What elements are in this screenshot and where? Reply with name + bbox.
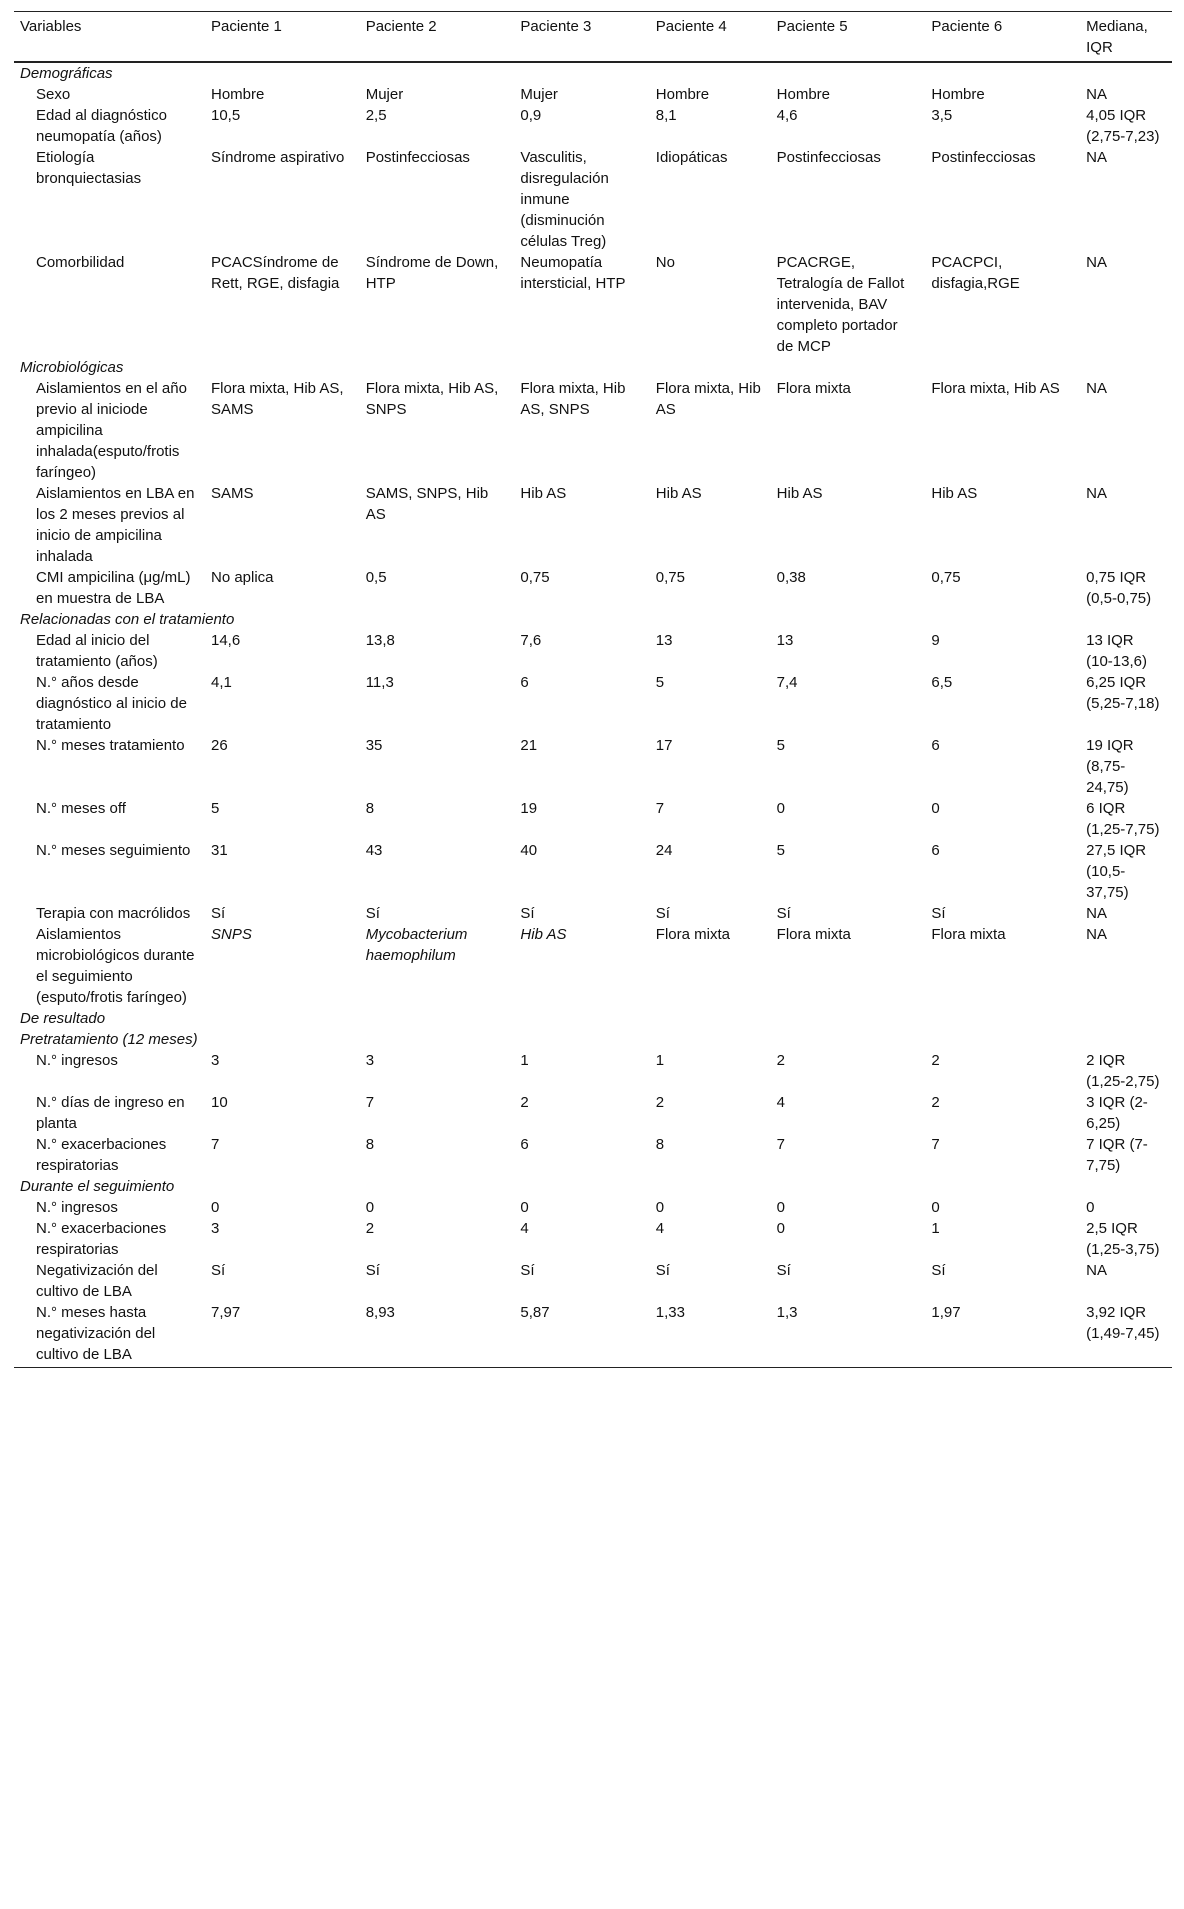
table-cell: 4: [520, 1220, 529, 1237]
section-row: [14, 62, 1172, 84]
table-cell: 0,75: [655, 569, 685, 586]
table-row: [14, 672, 1172, 735]
table-row: [14, 1050, 1172, 1092]
table-cell: 11,3: [365, 674, 394, 691]
table-container: [14, 11, 1172, 1368]
table-cell: 4: [776, 1094, 786, 1111]
table-cell: 8: [365, 800, 375, 817]
table-cell: 7: [210, 1136, 220, 1153]
table-cell: 7: [655, 800, 665, 817]
table-cell: 0: [931, 800, 940, 817]
table-cell: 26: [210, 737, 228, 754]
table-cell: 10: [210, 1094, 228, 1111]
table-cell: 0: [520, 1199, 529, 1216]
variable-label: Etiología bronquiectasias: [36, 149, 142, 187]
variable-label: N.° años desde diagnóstico al inicio de tratamiento: [36, 674, 187, 733]
table-cell: 19: [520, 800, 538, 817]
table-cell: SAMS: [210, 485, 254, 502]
variable-label: N.° meses hasta negativización del cultivo de LBA: [14, 1302, 205, 1368]
table-cell: Sí: [210, 905, 226, 922]
table-cell: 7,97: [205, 1302, 360, 1368]
table-cell: 0,75: [520, 569, 550, 586]
table-cell: 7,4: [776, 674, 798, 691]
table-row: [14, 1218, 1172, 1260]
table-cell: 13: [776, 632, 794, 649]
table-cell: Hib AS: [655, 485, 702, 502]
table-cell: 5: [776, 842, 786, 859]
table-cell: 7,6: [520, 632, 542, 649]
table-cell: 4,05 IQR (2,75-7,23): [1086, 107, 1160, 145]
table-cell: Hombre: [776, 86, 831, 103]
table-cell: Flora mixta, Hib AS: [655, 380, 761, 418]
table-cell: 2: [655, 1094, 665, 1111]
table-cell: Hombre: [210, 86, 265, 103]
table-cell: 6: [520, 1136, 529, 1153]
table-cell: 19 IQR (8,75-24,75): [1086, 737, 1134, 796]
table-cell: Sí: [776, 905, 791, 922]
table-cell: 2: [776, 1052, 786, 1069]
table-cell: 0,5: [365, 569, 387, 586]
table-cell: Flora mixta, Hib AS: [931, 380, 1060, 397]
table-cell: 1: [931, 1220, 940, 1237]
table-cell: 0: [931, 1199, 940, 1216]
column-header: Paciente 5: [771, 12, 926, 63]
section-row: [14, 1029, 1172, 1050]
table-row: [14, 1092, 1172, 1134]
variable-label: N.° exacerbaciones respiratorias: [36, 1136, 167, 1174]
table-cell: 1: [520, 1052, 529, 1069]
table-row: [14, 147, 1172, 252]
table-cell: 2: [520, 1094, 529, 1111]
variable-label: Edad al inicio del tratamiento (años): [36, 632, 158, 670]
table-row: [14, 924, 1172, 1008]
table-cell: Flora mixta: [931, 926, 1006, 943]
table-cell: NA: [1086, 149, 1107, 166]
table-cell: Hombre: [655, 86, 710, 103]
variable-label: Comorbilidad: [36, 254, 125, 271]
table-cell: 8,1: [655, 107, 677, 124]
table-cell: 13,8: [365, 632, 395, 649]
table-cell: Sí: [776, 1262, 791, 1279]
section-title: Relacionadas con el tratamiento: [20, 611, 235, 628]
variable-label: CMI ampicilina (μg/mL) en muestra de LBA: [36, 569, 191, 607]
table-cell: 13 IQR (10-13,6): [1086, 632, 1147, 670]
table-cell: Mujer: [520, 86, 558, 103]
table-cell: 27,5 IQR (10,5-37,75): [1086, 842, 1147, 901]
variable-label: N.° días de ingreso en planta: [36, 1094, 185, 1132]
table-cell: 0: [776, 1220, 786, 1237]
table-cell: 6,5: [931, 674, 953, 691]
variable-label: Edad al diagnóstico neumopatía (años): [36, 107, 167, 145]
table-cell: 8,93: [360, 1302, 515, 1368]
table-cell: Mujer: [365, 86, 404, 103]
table-cell: Sí: [520, 1262, 535, 1279]
table-cell: 2: [365, 1220, 375, 1237]
table-cell: 10,5: [210, 107, 241, 124]
table-cell: NA: [1086, 254, 1107, 271]
table-cell: 5,87: [514, 1302, 649, 1368]
section-title: Pretratamiento (12 meses): [20, 1031, 198, 1048]
table-cell: Idiopáticas: [655, 149, 728, 166]
table-cell: Hib AS: [520, 485, 567, 502]
column-header: Paciente 4: [650, 12, 771, 63]
table-cell: 0: [210, 1199, 220, 1216]
table-cell: Sí: [655, 1262, 670, 1279]
table-cell: Postinfecciosas: [776, 149, 881, 166]
table-row: [14, 903, 1172, 924]
table-cell: SNPS: [210, 926, 252, 943]
table-cell: Sí: [520, 905, 535, 922]
table-cell: 6: [520, 674, 529, 691]
table-row: [14, 378, 1172, 483]
variable-label: Sexo: [36, 86, 71, 103]
table-cell: Sí: [931, 905, 946, 922]
table-row: [14, 735, 1172, 798]
variable-label: N.° ingresos: [36, 1052, 118, 1069]
table-row: [14, 630, 1172, 672]
table-row: [14, 105, 1172, 147]
table-cell: 1,33: [650, 1302, 771, 1368]
table-cell: 5: [655, 674, 665, 691]
table-cell: 43: [365, 842, 383, 859]
table-cell: NA: [1086, 905, 1107, 922]
table-cell: 3: [210, 1220, 220, 1237]
table-cell: 1,3: [771, 1302, 926, 1368]
table-cell: Sí: [365, 1262, 380, 1279]
table-cell: 21: [520, 737, 538, 754]
table-cell: Hib AS: [520, 926, 567, 943]
section-title: Durante el seguimiento: [20, 1178, 175, 1195]
table-cell: 40: [520, 842, 538, 859]
table-cell: NA: [1086, 1262, 1107, 1279]
column-header: Paciente 3: [514, 12, 649, 63]
section-row: [14, 1008, 1172, 1029]
table-cell: 8: [655, 1136, 665, 1153]
table-cell: 0: [776, 1199, 786, 1216]
table-cell: Hib AS: [776, 485, 823, 502]
table-cell: Sí: [365, 905, 380, 922]
patient-data-table: [14, 11, 1172, 1368]
table-cell: Flora mixta: [776, 380, 851, 397]
table-cell: 0,38: [776, 569, 806, 586]
table-cell: 24: [655, 842, 673, 859]
table-row: [14, 567, 1172, 609]
table-cell: 8: [365, 1136, 375, 1153]
table-cell: Mycobacterium haemophilum: [365, 926, 468, 964]
table-row: [14, 84, 1172, 105]
table-row: [14, 1197, 1172, 1218]
table-cell: NA: [1086, 380, 1107, 397]
table-cell: No aplica: [210, 569, 274, 586]
variable-label: N.° exacerbaciones respiratorias: [36, 1220, 167, 1258]
table-cell: 3: [365, 1052, 375, 1069]
table-cell: 13: [655, 632, 673, 649]
column-header: Paciente 6: [925, 12, 1080, 63]
table-cell: 6,25 IQR (5,25-7,18): [1086, 674, 1160, 712]
table-cell: 31: [210, 842, 228, 859]
table-cell: Flora mixta, Hib AS, SAMS: [210, 380, 344, 418]
table-cell: 1: [655, 1052, 665, 1069]
section-title: Microbiológicas: [20, 359, 124, 376]
table-cell: NA: [1086, 485, 1107, 502]
table-cell: Neumopatía intersticial, HTP: [520, 254, 626, 292]
table-cell: SAMS, SNPS, Hib AS: [365, 485, 489, 523]
table-cell: 3: [210, 1052, 220, 1069]
table-body: [14, 62, 1172, 1368]
table-cell: 0: [776, 800, 786, 817]
variable-label: N.° meses tratamiento: [36, 737, 185, 754]
table-row: [14, 1260, 1172, 1302]
variable-label: N.° meses seguimiento: [36, 842, 191, 859]
section-row: [14, 357, 1172, 378]
variable-label: Terapia con macrólidos: [36, 905, 191, 922]
table-cell: Postinfecciosas: [365, 149, 470, 166]
section-row: [14, 609, 1172, 630]
table-cell: 0: [365, 1199, 375, 1216]
section-row: [14, 1176, 1172, 1197]
column-header: Paciente 2: [360, 12, 515, 63]
table-cell: 7: [931, 1136, 940, 1153]
table-cell: Sí: [655, 905, 670, 922]
table-row: [14, 840, 1172, 903]
column-header: Paciente 1: [205, 12, 360, 63]
table-cell: 0,75: [931, 569, 961, 586]
table-cell: 0: [655, 1199, 665, 1216]
table-cell: 4: [655, 1220, 665, 1237]
variable-label: Aislamientos microbiológicos durante el seguimiento (esputo/frotis faríngeo): [36, 926, 195, 1006]
table-cell: Flora mixta: [655, 926, 730, 943]
table-cell: 5: [776, 737, 786, 754]
table-cell: 6: [931, 737, 940, 754]
table-cell: 3,92 IQR (1,49-7,45): [1080, 1302, 1172, 1368]
table-row: [14, 798, 1172, 840]
table-cell: 7: [365, 1094, 375, 1111]
table-cell: Sí: [210, 1262, 226, 1279]
table-cell: 35: [365, 737, 383, 754]
table-cell: 2,5 IQR (1,25-3,75): [1086, 1220, 1160, 1258]
table-cell: PCACPCI, disfagia,RGE: [931, 254, 1020, 292]
section-title: Demográficas: [20, 65, 113, 82]
table-cell: Flora mixta, Hib AS, SNPS: [365, 380, 499, 418]
variable-label: Aislamientos en el año previo al iniciode ampicilina inhalada(esputo/frotis faríngeo): [36, 380, 187, 481]
table-row: [14, 1134, 1172, 1176]
table-cell: 3,5: [931, 107, 953, 124]
column-header: Variables: [14, 12, 205, 63]
table-row: [14, 1302, 1172, 1368]
table-cell: 4,6: [776, 107, 798, 124]
table-cell: 2,5: [365, 107, 387, 124]
table-cell: Sí: [931, 1262, 946, 1279]
table-row: [14, 483, 1172, 567]
table-cell: Postinfecciosas: [931, 149, 1036, 166]
table-cell: 4,1: [210, 674, 232, 691]
table-header-row: [14, 12, 1172, 63]
table-cell: 5: [210, 800, 220, 817]
table-cell: 0: [1086, 1199, 1095, 1216]
table-cell: Vasculitis, disregulación inmune (disminución células Treg): [520, 149, 609, 250]
table-cell: Flora mixta, Hib AS, SNPS: [520, 380, 626, 418]
table-cell: 6 IQR (1,25-7,75): [1086, 800, 1160, 838]
table-cell: Flora mixta: [776, 926, 851, 943]
table-cell: Hib AS: [931, 485, 978, 502]
table-cell: 0,9: [520, 107, 542, 124]
table-cell: 0,75 IQR (0,5-0,75): [1086, 569, 1152, 607]
table-cell: 3 IQR (2-6,25): [1086, 1094, 1148, 1132]
table-cell: 1,97: [925, 1302, 1080, 1368]
table-cell: 2: [931, 1052, 940, 1069]
table-cell: NA: [1086, 926, 1107, 943]
table-cell: NA: [1086, 86, 1107, 103]
section-title: De resultado: [20, 1010, 106, 1027]
column-header: Mediana, IQR: [1080, 12, 1172, 63]
table-cell: PCACRGE, Tetralogía de Fallot intervenida, BAV completo portador de MCP: [776, 254, 905, 355]
variable-label: N.° meses off: [36, 800, 126, 817]
table-cell: 17: [655, 737, 673, 754]
table-cell: 2: [931, 1094, 940, 1111]
table-cell: 14,6: [210, 632, 241, 649]
table-cell: PCACSíndrome de Rett, RGE, disfagia: [210, 254, 340, 292]
table-cell: Síndrome aspirativo: [210, 149, 345, 166]
variable-label: Negativización del cultivo de LBA: [36, 1262, 158, 1300]
variable-label: N.° ingresos: [36, 1199, 118, 1216]
table-cell: 6: [931, 842, 940, 859]
table-row: [14, 252, 1172, 357]
table-cell: 7 IQR (7-7,75): [1086, 1136, 1148, 1174]
variable-label: Aislamientos en LBA en los 2 meses previos al inicio de ampicilina inhalada: [36, 485, 195, 565]
table-cell: 7: [776, 1136, 786, 1153]
table-cell: 9: [931, 632, 940, 649]
table-cell: No: [655, 254, 675, 271]
table-cell: Síndrome de Down, HTP: [365, 254, 499, 292]
table-cell: 2 IQR (1,25-2,75): [1086, 1052, 1160, 1090]
table-cell: Hombre: [931, 86, 985, 103]
